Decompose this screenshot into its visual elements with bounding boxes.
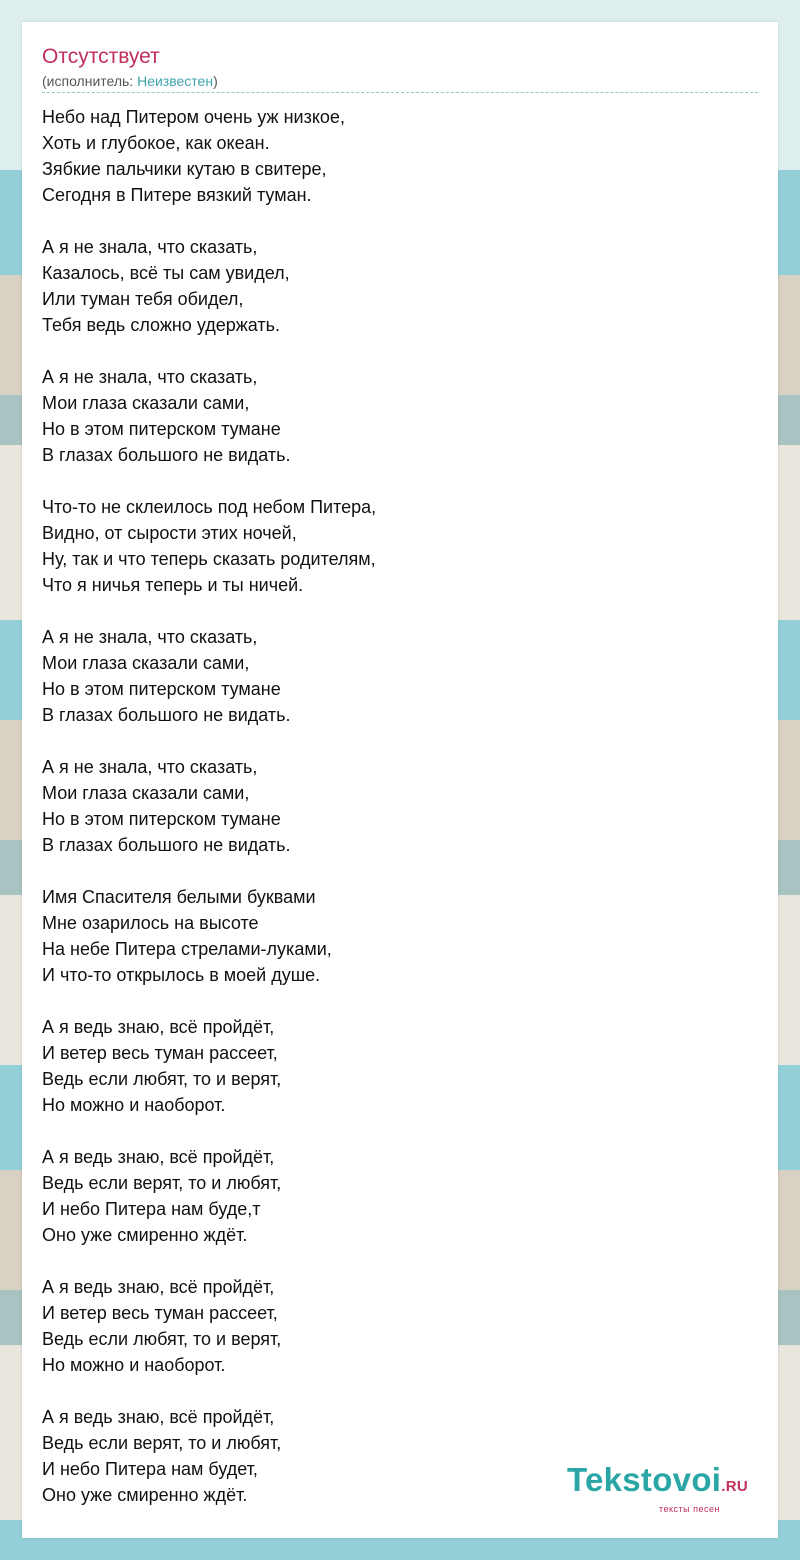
lyric-line: А я не знала, что сказать, — [42, 757, 258, 777]
lyric-line: Мои глаза сказали сами, — [42, 783, 250, 803]
lyric-line: Ведь если любят, то и верят, — [42, 1069, 282, 1089]
lyric-line: Мне озарилось на высоте — [42, 913, 259, 933]
lyric-line: И небо Питера нам буде,т — [42, 1199, 261, 1219]
lyric-line: В глазах большого не видать. — [42, 445, 291, 465]
lyric-line: Ведь если верят, то и любят, — [42, 1173, 282, 1193]
lyric-line: И что-то открылось в моей душе. — [42, 965, 321, 985]
lyric-line: Или туман тебя обидел, — [42, 289, 244, 309]
lyric-line: А я ведь знаю, всё пройдёт, — [42, 1277, 275, 1297]
lyric-line: А я не знала, что сказать, — [42, 237, 258, 257]
lyric-line: Но можно и наоборот. — [42, 1095, 226, 1115]
lyric-line: А я ведь знаю, всё пройдёт, — [42, 1017, 275, 1037]
lyric-line: Мои глаза сказали сами, — [42, 653, 250, 673]
lyric-line: Но в этом питерском тумане — [42, 809, 281, 829]
logo-tagline: тексты песен — [658, 1504, 720, 1514]
stanza — [42, 104, 758, 208]
lyric-line: Оно уже смиренно ждёт. — [42, 1485, 248, 1505]
artist-line — [42, 72, 218, 90]
logo-name: Tekstovoi — [566, 1461, 722, 1498]
stanza — [42, 884, 758, 988]
lyric-line: На небе Питера стрелами-луками, — [42, 939, 332, 959]
lyric-line: И ветер весь туман рассеет, — [42, 1043, 278, 1063]
artist-link[interactable]: Неизвестен — [137, 73, 214, 89]
lyric-line: А я не знала, что сказать, — [42, 367, 258, 387]
lyric-line: И небо Питера нам будет, — [42, 1459, 258, 1479]
stanza — [42, 364, 758, 468]
lyric-line: Имя Спасителя белыми буквами — [42, 887, 316, 907]
stanza — [42, 1014, 758, 1118]
artist-prefix: (исполнитель: — [42, 73, 138, 89]
divider — [42, 92, 758, 93]
lyric-line: Что-то не склеилось под небом Питера, — [42, 497, 377, 517]
stanza — [42, 234, 758, 338]
lyric-line: Но можно и наоборот. — [42, 1355, 226, 1375]
lyric-line: Тебя ведь сложно удержать. — [42, 315, 281, 335]
artist-suffix: ) — [213, 73, 218, 89]
lyric-line: А я ведь знаю, всё пройдёт, — [42, 1407, 275, 1427]
lyric-line: Что я ничья теперь и ты ничей. — [42, 575, 304, 595]
lyric-line: Но в этом питерском тумане — [42, 679, 281, 699]
song-title: Отсутствует — [42, 45, 160, 68]
lyrics-card — [22, 22, 778, 1538]
stanza — [42, 754, 758, 858]
lyric-line: Мои глаза сказали сами, — [42, 393, 250, 413]
site-logo[interactable] — [567, 1463, 748, 1514]
logo-wordmark — [567, 1463, 748, 1504]
stanza — [42, 1274, 758, 1378]
lyric-line: Хоть и глубокое, как океан. — [42, 133, 270, 153]
logo-tld: .RU — [721, 1478, 748, 1495]
lyric-line: А я не знала, что сказать, — [42, 627, 258, 647]
lyric-line: Ведь если верят, то и любят, — [42, 1433, 282, 1453]
lyrics-text — [42, 104, 758, 1534]
lyric-line: А я ведь знаю, всё пройдёт, — [42, 1147, 275, 1167]
lyric-line: Казалось, всё ты сам увидел, — [42, 263, 290, 283]
lyric-line: Зябкие пальчики кутаю в свитере, — [42, 159, 327, 179]
lyric-line: Видно, от сырости этих ночей, — [42, 523, 297, 543]
stanza — [42, 624, 758, 728]
lyric-line: Ведь если любят, то и верят, — [42, 1329, 282, 1349]
lyric-line: Но в этом питерском тумане — [42, 419, 281, 439]
lyric-line: Оно уже смиренно ждёт. — [42, 1225, 248, 1245]
lyric-line: Небо над Питером очень уж низкое, — [42, 107, 345, 127]
lyric-line: В глазах большого не видать. — [42, 835, 291, 855]
lyric-line: Ну, так и что теперь сказать родителям, — [42, 549, 376, 569]
stanza — [42, 1144, 758, 1248]
lyric-line: Сегодня в Питере вязкий туман. — [42, 185, 312, 205]
stanza — [42, 494, 758, 598]
lyric-line: В глазах большого не видать. — [42, 705, 291, 725]
lyric-line: И ветер весь туман рассеет, — [42, 1303, 278, 1323]
